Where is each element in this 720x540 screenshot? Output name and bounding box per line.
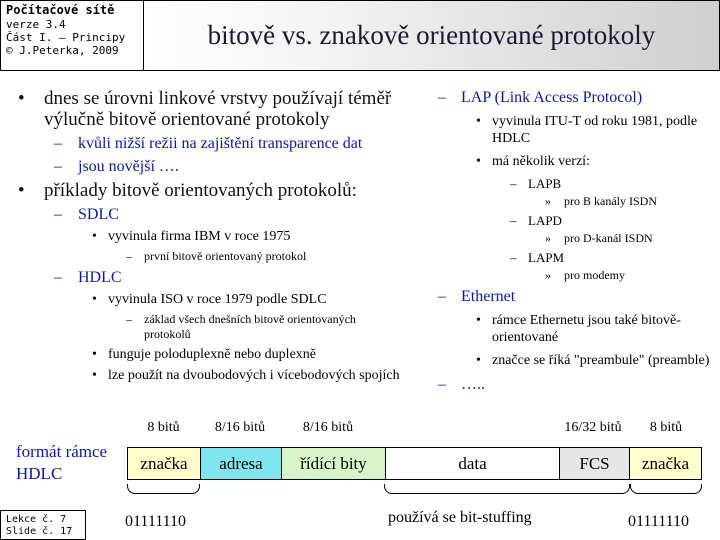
- sub-item: – jsou novější ….: [54, 158, 179, 175]
- lap-version: – LAPD: [510, 213, 562, 228]
- sdlc-subpoint: – první bitově orientovaný protokol: [126, 249, 307, 263]
- left-column: [14, 88, 414, 388]
- version-text: verze 3.4: [6, 18, 66, 31]
- sub-item-sdlc: – SDLC: [54, 206, 119, 223]
- frame-field-flag: značka: [630, 448, 701, 479]
- chevron-right-icon: »: [545, 231, 551, 245]
- bullet-dot-icon: •: [92, 347, 97, 362]
- author-text: © J.Peterka, 2009: [6, 44, 119, 57]
- bullet-dot-icon: •: [92, 292, 97, 307]
- sub-item: – kvůli nižší režii na zajištění transparence dat: [54, 135, 363, 152]
- frame-field-address: adresa: [201, 448, 282, 479]
- lap-point: • vyvinula ITU-T od roku 1981, podle HDLC: [476, 114, 698, 146]
- dash-icon: –: [510, 213, 517, 228]
- hdlc-frame: [127, 447, 702, 480]
- field-size-label: 8 bitů: [649, 420, 683, 435]
- dash-icon: –: [510, 176, 517, 191]
- lap-point: • má několik verzí:: [476, 154, 590, 169]
- dash-icon: –: [126, 312, 132, 326]
- dash-icon: –: [438, 376, 446, 393]
- sub-item-hdlc: – HDLC: [54, 269, 122, 286]
- sdlc-point: • vyvinula firma IBM v roce 1975: [92, 229, 291, 244]
- lap-version: – LAPM: [510, 250, 565, 265]
- dash-icon: –: [126, 249, 132, 263]
- field-size-label: 8/16 bitů: [214, 420, 266, 435]
- bullet-dot-icon: •: [18, 180, 25, 201]
- frame-field-fcs: FCS: [560, 448, 630, 479]
- chevron-right-icon: »: [545, 194, 551, 208]
- flag-bits: 01111110: [628, 513, 690, 530]
- bullet-dot-icon: •: [92, 229, 97, 244]
- hdlc-point: • funguje poloduplexně nebo duplexně: [92, 347, 317, 362]
- dash-icon: –: [54, 158, 62, 175]
- chevron-right-icon: »: [545, 268, 551, 282]
- lap-version-note: » pro modemy: [545, 268, 625, 282]
- brace: [630, 484, 702, 494]
- bullet-item: • dnes se úrovni linkové vrstvy používají téměř výlučně bitově orientované protokoly: [18, 88, 392, 130]
- frame-field-control: řídící bity: [282, 448, 386, 479]
- sub-item-lap: – LAP (Link Access Protocol): [438, 89, 643, 106]
- bit-stuffing-note: používá se bit-stuffing: [388, 509, 532, 526]
- dash-icon: –: [54, 135, 62, 152]
- title-bar: [144, 0, 720, 71]
- bullet-dot-icon: •: [476, 313, 481, 328]
- slide-number: Slide č. 17: [6, 526, 73, 537]
- ethernet-point: • značce se říká "preambule" (preamble): [476, 353, 710, 368]
- ethernet-point: • rámce Ethernetu jsou také bitově-orientované: [476, 313, 681, 345]
- frame-field-data: data: [386, 448, 560, 479]
- bullet-dot-icon: •: [92, 368, 97, 383]
- dash-icon: –: [438, 288, 446, 305]
- dash-icon: –: [438, 89, 446, 106]
- hdlc-point: • lze použít na dvoubodových i vícebodových spojích: [92, 368, 400, 383]
- bullet-dot-icon: •: [18, 88, 25, 109]
- part-text: Část I. – Principy: [6, 31, 126, 44]
- lesson-number: Lekce č. 7: [6, 514, 67, 525]
- field-size-label: 16/32 bitů: [564, 420, 622, 435]
- bullet-item: • příklady bitově orientovaných protokolů:: [18, 180, 357, 201]
- hdlc-subpoint: – základ všech dnešních bitově orientovaných protokolů: [126, 312, 356, 341]
- dash-icon: –: [510, 250, 517, 265]
- brace: [384, 484, 630, 494]
- lap-version-note: » pro B kanály ISDN: [545, 194, 657, 208]
- field-size-label: 8 bitů: [147, 420, 180, 435]
- dash-icon: –: [54, 206, 62, 223]
- slide-title: bitově vs. znakově orientované protokoly: [207, 20, 656, 50]
- flag-bits: 01111110: [125, 513, 187, 530]
- bullet-dot-icon: •: [476, 114, 481, 129]
- frame-field-flag: značka: [128, 448, 201, 479]
- course-info-box: [0, 0, 144, 71]
- lap-version-note: » pro D-kanál ISDN: [545, 231, 653, 245]
- bullet-dot-icon: •: [476, 353, 481, 368]
- course-name: Počítačové sítě: [6, 3, 115, 17]
- brace: [127, 484, 200, 494]
- bullet-dot-icon: •: [476, 154, 481, 169]
- slide-number-box: [0, 510, 86, 540]
- lap-version: – LAPB: [510, 176, 562, 191]
- frame-format-label: formát rámce HDLC: [16, 442, 108, 483]
- sub-item-more: – …..: [438, 376, 485, 393]
- hdlc-point: • vyvinula ISO v roce 1979 podle SDLC: [92, 292, 327, 307]
- field-size-label: 8/16 bitů: [302, 420, 354, 435]
- dash-icon: –: [54, 269, 62, 286]
- right-column: [438, 88, 718, 400]
- sub-item-ethernet: – Ethernet: [438, 288, 516, 305]
